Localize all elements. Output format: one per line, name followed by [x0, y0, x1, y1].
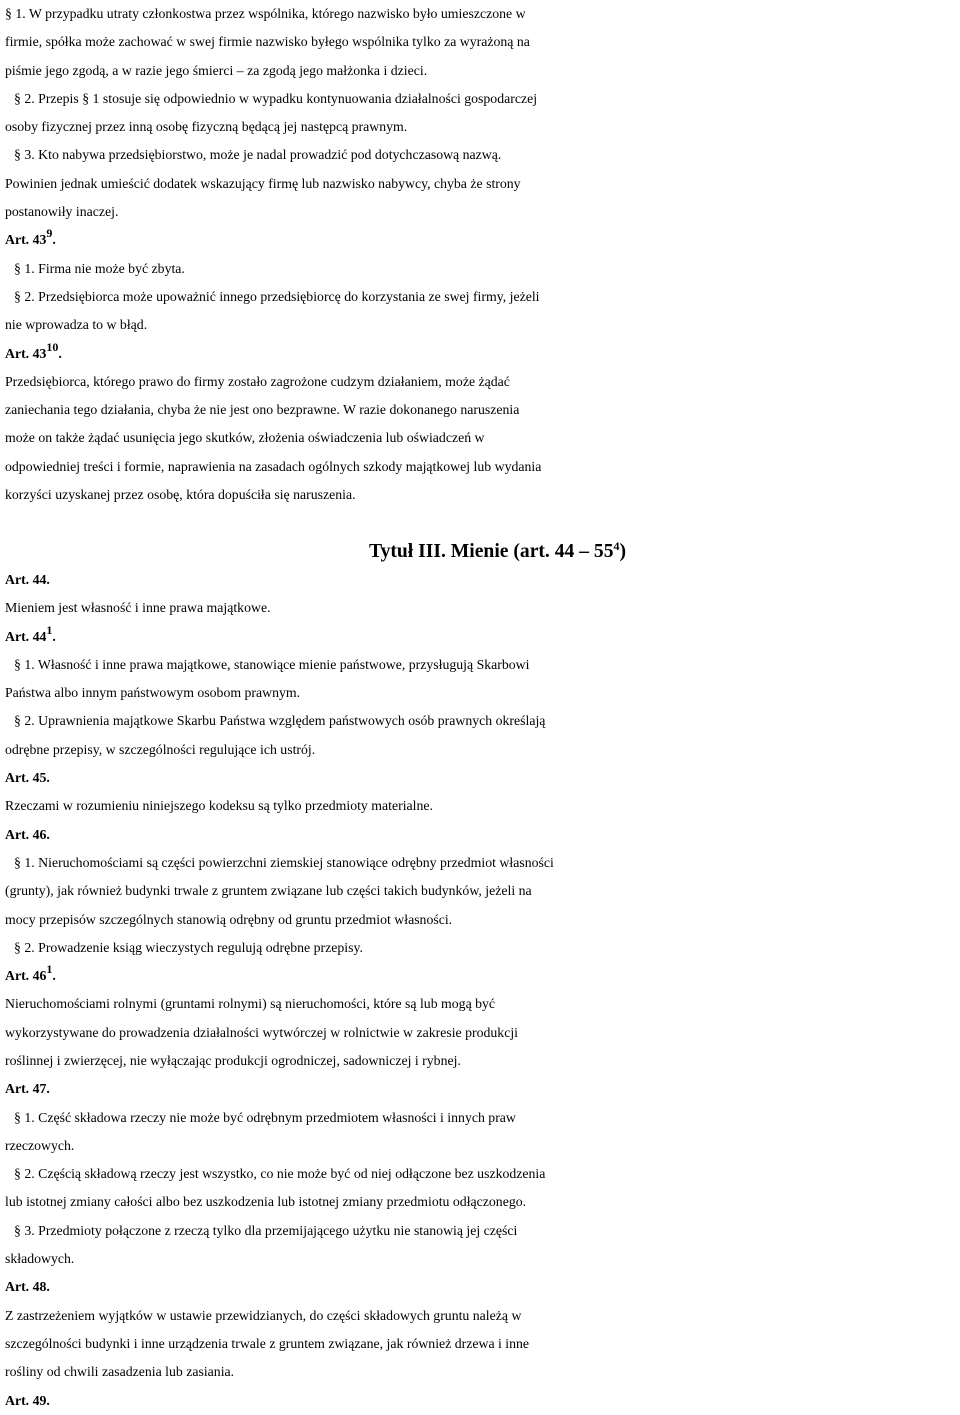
paragraph-line: § 2. Przepis § 1 stosuje się odpowiednio w wypadku kontynuowania działalności gospodarczej: [14, 90, 538, 106]
paragraph-line: § 3. Kto nabywa przedsiębiorstwo, może je nadal prowadzić pod dotychczasową nazwą.: [14, 147, 502, 163]
article-number: Art. 43: [5, 345, 47, 361]
article-heading: Art. 48.: [5, 1279, 50, 1295]
paragraph-line: § 1. W przypadku utraty członkostwa przez wspólnika, którego nazwisko było umieszczone w: [5, 6, 526, 21]
article-superscript: 1: [46, 962, 53, 977]
paragraph-line: osoby fizycznej przez inną osobę fizyczną będącą jej następcą prawnym.: [5, 119, 408, 135]
paragraph-line: § 1. Własność i inne prawa majątkowe, stanowiące mienie państwowe, przysługują Skarbowi: [14, 656, 530, 672]
paragraph-line: rzeczowych.: [5, 1137, 75, 1153]
article-number: Art. 46: [5, 968, 47, 984]
paragraph-line: zaniechania tego działania, chyba że nie jest ono bezprawne. W razie dokonanego naruszenia: [5, 402, 520, 418]
section-title-superscript: 4: [613, 538, 620, 553]
article-number: Art. 44: [5, 628, 47, 644]
article-heading: Art. $44^1$.: [5, 622, 56, 644]
paragraph-line: wykorzystywane do prowadzenia działalności wytwórczej w rolnictwie w zakresie produkcji: [5, 1024, 518, 1040]
paragraph-line: § 1. Nieruchomościami są części powierzchni ziemskiej stanowiące odrębny przedmiot własności: [14, 854, 554, 870]
paragraph-line: (grunty), jak również budynki trwale z gruntem związane lub części takich budynków, jeżeli na: [5, 883, 532, 899]
article-superscript: 10: [46, 339, 59, 354]
article-heading: Art. $43^9$.: [5, 226, 56, 248]
paragraph-line: piśmie jego zgodą, a w razie jego śmierci – za zgodą jego małżonka i dzieci.: [5, 62, 428, 78]
paragraph-line: Z zastrzeżeniem wyjątków w ustawie przewidzianych, do części składowych gruntu należą w: [5, 1307, 522, 1323]
article-heading: Art. 47.: [5, 1081, 50, 1097]
paragraph-line: Nieruchomościami rolnymi (gruntami rolnymi) są nieruchomości, które są lub mogą być: [5, 996, 496, 1012]
paragraph-line: Mieniem jest własność i inne prawa majątkowe.: [5, 600, 271, 616]
article-heading: Art. 46.: [5, 826, 50, 842]
paragraph-line: § 2. Częścią składową rzeczy jest wszystko, co nie może być od niej odłączone bez uszkodzenia: [14, 1166, 546, 1182]
paragraph-line: Powinien jednak umieścić dodatek wskazujący firmę lub nazwisko nabywcy, chyba że strony: [5, 175, 521, 191]
article-number: Art. 43: [5, 232, 47, 248]
article-heading: Art. $43^{10}$.: [5, 339, 62, 361]
paragraph-line: może on także żądać usunięcia jego skutków, złożenia oświadczenia lub oświadczeń w: [5, 430, 485, 446]
paragraph-line: § 1. Firma nie może być zbyta.: [14, 260, 185, 276]
article-superscript: 9: [46, 226, 53, 241]
article-superscript: 1: [46, 622, 53, 637]
paragraph-line: odrębne przepisy, w szczególności regulujące ich ustrój.: [5, 741, 316, 757]
paragraph-line: składowych.: [5, 1251, 75, 1267]
paragraph-line: roślinnej i zwierzęcej, nie wyłączając produkcji ogrodniczej, sadowniczej i rybnej.: [5, 1052, 461, 1068]
paragraph-line: Przedsiębiorca, którego prawo do firmy zostało zagrożone cudzym działaniem, może żądać: [5, 373, 510, 389]
paragraph-line: postanowiły inaczej.: [5, 204, 119, 220]
paragraph-line: firmie, spółka może zachować w swej firmie nazwisko byłego wspólnika tylko za wyrażoną na: [5, 34, 530, 50]
paragraph-line: szczególności budynki i inne urządzenia trwale z gruntem związane, jak również drzewa i inne: [5, 1335, 530, 1351]
blank-line: [5, 509, 960, 537]
paragraph-line: mocy przepisów szczególnych stanowią odrębny od gruntu przedmiot własności.: [5, 911, 453, 927]
paragraph-line: § 2. Uprawnienia majątkowe Skarbu Państwa względem państwowych osób prawnych określają: [14, 713, 546, 729]
paragraph-line: § 3. Przedmioty połączone z rzeczą tylko dla przemijającego użytku nie stanowią jej części: [14, 1222, 518, 1238]
paragraph-line: § 2. Przedsiębiorca może upoważnić innego przedsiębiorcę do korzystania ze swej firmy, jeżeli: [14, 288, 540, 304]
paragraph-line: nie wprowadza to w błąd.: [5, 317, 148, 333]
paragraph-line: § 1. Część składowa rzeczy nie może być odrębnym przedmiotem własności i innych praw: [14, 1109, 516, 1125]
paragraph-line: odpowiedniej treści i formie, naprawienia na zasadach ogólnych szkody majątkowej lub wydania: [5, 458, 542, 474]
article-heading: Art. 45.: [5, 770, 50, 786]
paragraph-line: Rzeczami w rozumieniu niniejszego kodeksu są tylko przedmioty materialne.: [5, 798, 433, 814]
paragraph-line: § 2. Prowadzenie ksiąg wieczystych regulują odrębne przepisy.: [14, 939, 363, 955]
paragraph-line: korzyści uzyskanej przez osobę, która dopuściła się naruszenia.: [5, 487, 356, 503]
section-title-end: ): [619, 540, 627, 562]
paragraph-line: lub istotnej zmiany całości albo bez uszkodzenia lub istotnej zmiany przedmiotu odłączonego.: [5, 1194, 527, 1210]
section-title: [5, 538, 960, 566]
article-heading: Art. $46^1$.: [5, 962, 56, 984]
article-heading: Art. 49.: [5, 1392, 50, 1408]
section-title-text: Tytuł III. Mienie (art. 44 – 55: [368, 540, 614, 562]
paragraph-line: Państwa albo innym państwowym osobom prawnym.: [5, 685, 301, 701]
article-heading: Art. 44.: [5, 571, 50, 587]
paragraph-line: rośliny od chwili zasadzenia lub zasiania.: [5, 1364, 235, 1380]
